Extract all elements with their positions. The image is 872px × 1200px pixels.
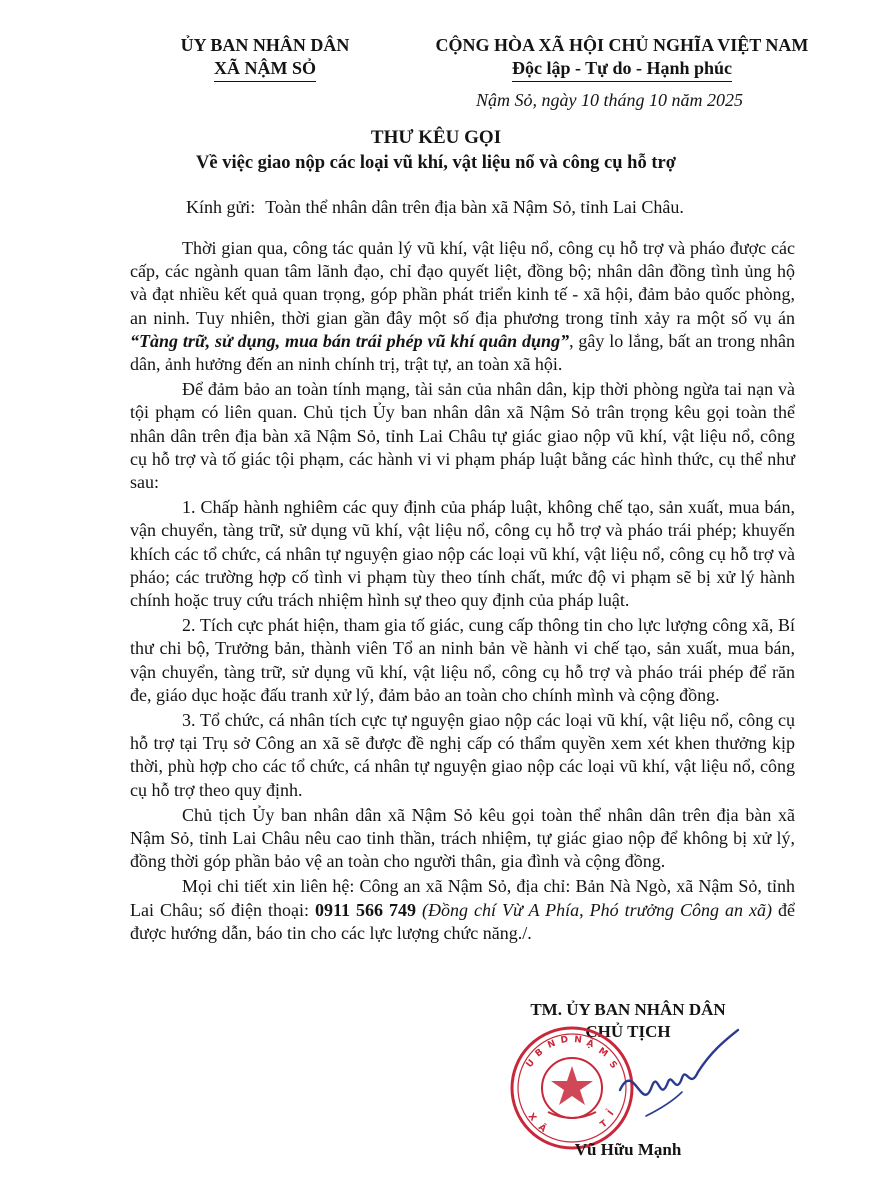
recipient-value: Toàn thể nhân dân trên địa bàn xã Nậm Sỏ, tỉnh Lai Châu. (265, 197, 684, 217)
svg-text:B: B (533, 1047, 546, 1060)
svg-text:N: N (546, 1038, 558, 1051)
recipient-line (186, 197, 684, 218)
paragraph-4: 2. Tích cực phát hiện, tham gia tố giác, cung cấp thông tin cho lực lượng công xã, Bí thư chi bộ, Trưởng bản, thành viên Tổ an ninh bản về hành vi chế tạo, sản xuất, mua bán, vận chuyển, tàng trữ, sử dụng vũ khí, vật liệu nổ, công cụ hỗ trợ và pháo trái phép để răn đe, giáo dục hoặc đấu tranh xử lý, đảm bảo an toàn cho chính mình và cộng đồng. (130, 615, 795, 705)
document-date: Nậm Sỏ, ngày 10 tháng 10 năm 2025 (476, 90, 743, 110)
letter-body (130, 237, 795, 947)
svg-text:U: U (524, 1057, 537, 1070)
paragraph-1: Thời gian qua, công tác quản lý vũ khí, vật liệu nổ, công cụ hỗ trợ và pháo được các cấp, các ngành quan tâm lãnh đạo, chỉ đạo quyết liệt, đồng bộ; nhân dân đồng tình ủng hộ và đạt nhiều kết quả quan trọng, góp phần phát triển kinh tế - xã hội, đảm bảo quốc phòng, an ninh. Tuy nhiên, thời gian gần đây một số địa phương trong tỉnh xảy ra một số vụ án “Tàng trữ, sử dụng, mua bán trái phép vũ khí quân dụng”, gây lo lắng, bất an trong nhân dân, ảnh hưởng đến an ninh chính trị, trật tự, an toàn xã hội. (130, 238, 795, 375)
paragraph-7: Mọi chi tiết xin liên hệ: Công an xã Nậm Sỏ, địa chỉ: Bản Nà Ngò, xã Nậm Sỏ, tỉnh Lai Châu; số điện thoại: 0911 566 749 (Đồng chí Vừ A Phía, Phó trưởng Công an xã) để được hướng dẫn, báo tin cho các lực lượng chức năng./. (130, 876, 796, 943)
motto: Độc lập - Tự do - Hạnh phúc (512, 57, 732, 82)
recipient-label: Kính gửi: (186, 197, 256, 217)
document-title: THƯ KÊU GỌI (370, 127, 502, 148)
paragraph-6: Chủ tịch Ủy ban nhân dân xã Nậm Sỏ kêu gọi toàn thể nhân dân trên địa bàn xã Nậm Sỏ, tỉnh Lai Châu nêu cao tinh thần, trách nhiệm, tự giác giao nộp để không bị xử lý, đồng thời góp phần bảo vệ an toàn cho người thân, gia đình và cộng đồng. (130, 804, 795, 872)
svg-text:Ã: Ã (536, 1122, 548, 1135)
issuing-authority (160, 34, 370, 82)
svg-text:N: N (573, 1035, 583, 1046)
authority-line-1: ỦY BAN NHÂN DÂN (180, 35, 350, 55)
contact-person: (Đồng chí Vừ A Phía, Phó trưởng Công an xã) (421, 899, 773, 920)
signature-on-behalf: TM. ỦY BAN NHÂN DÂN (530, 1000, 726, 1019)
case-name-emphasis: “Tàng trữ, sử dụng, mua bán trái phép vũ khí quân dụng” (130, 330, 570, 351)
authority-line-2: XÃ NẬM SỎ (214, 57, 316, 82)
paragraph-2: Để đảm bảo an toàn tính mạng, tài sản của nhân dân, kịp thời phòng ngừa tai nạn và tội phạm có liên quan. Chủ tịch Ủy ban nhân dân xã Nậm Sỏ trân trọng kêu gọi toàn thể nhân dân trên địa bàn xã Nậm Sỏ, tỉnh Lai Châu tự giác giao nộp vũ khí, vật liệu nổ, công cụ hỗ trợ và tố giác tội phạm, các hành vi vi phạm pháp luật bằng các hình thức, cụ thể như sau: (130, 379, 795, 493)
svg-text:S: S (606, 1059, 619, 1071)
svg-text:T: T (598, 1118, 610, 1131)
svg-text:M: M (596, 1046, 610, 1060)
nation-name: CỘNG HÒA XÃ HỘI CHỦ NGHĨA VIỆT NAM (435, 35, 809, 55)
svg-text:X: X (525, 1111, 538, 1124)
signature-role: CHỦ TỊCH (585, 1022, 671, 1041)
document-subtitle: Về việc giao nộp các loại vũ khí, vật liệu nổ và công cụ hỗ trợ (196, 153, 676, 173)
national-motto (412, 34, 832, 82)
svg-text:D: D (560, 1035, 569, 1046)
svg-text:Ỉ: Ỉ (606, 1109, 617, 1118)
paragraph-5: 3. Tổ chức, cá nhân tích cực tự nguyện giao nộp các loại vũ khí, vật liệu nổ, công cụ hỗ trợ tại Trụ sở Công an xã sẽ được đề nghị cấp có thẩm quyền xem xét khen thưởng kịp thời, phù hợp cho các tổ chức, cá nhân tự nguyện giao nộp các loại vũ khí, vật liệu nổ, công cụ hỗ trợ theo quy định. (130, 710, 795, 800)
signer-name: Vũ Hữu Mạnh (574, 1140, 682, 1159)
phone-number: 0911 566 749 (314, 899, 416, 920)
svg-text:Ậ: Ậ (584, 1038, 595, 1051)
handwritten-signature-icon (612, 1020, 742, 1140)
paragraph-3: 1. Chấp hành nghiêm các quy định của pháp luật, không chế tạo, sản xuất, mua bán, vận chuyển, tàng trữ, sử dụng vũ khí, vật liệu nổ, công cụ hỗ trợ và pháo trái phép; khuyến khích các tổ chức, cá nhân tự nguyện giao nộp các loại vũ khí, vật liệu nổ, công cụ hỗ trợ và pháo; các trường hợp cố tình vi phạm tùy theo tính chất, mức độ vi phạm sẽ bị xử lý hành chính hoặc truy cứu trách nhiệm hình sự theo quy định của pháp luật. (130, 497, 795, 611)
